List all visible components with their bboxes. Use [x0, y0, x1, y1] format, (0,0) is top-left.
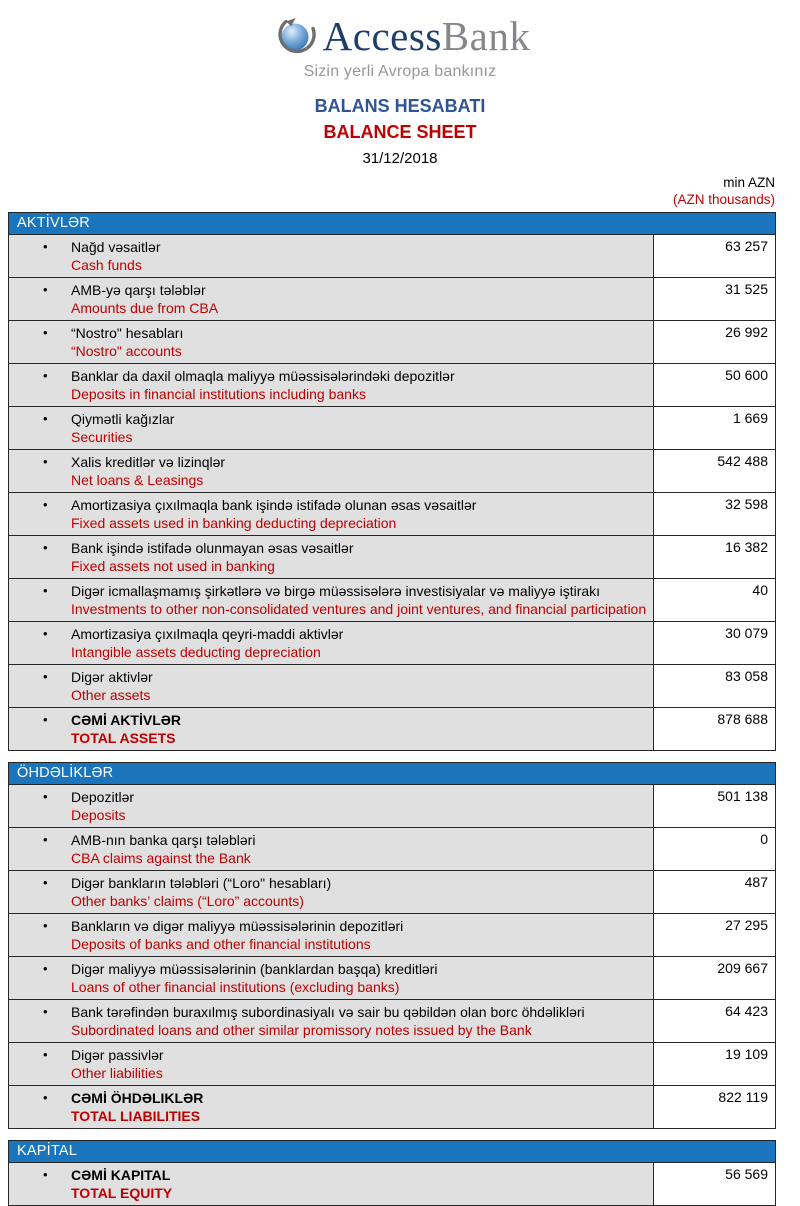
bullet-icon: • [43, 1090, 48, 1105]
bank-tagline: Sizin yerli Avropa bankınız [303, 63, 497, 80]
table-row [9, 664, 775, 707]
bullet-icon: • [43, 411, 48, 426]
section-aktivler [8, 212, 776, 751]
row-value: 26 992 [653, 321, 775, 363]
row-value: 63 257 [653, 235, 775, 277]
table-row [9, 535, 775, 578]
row-label-texts [71, 666, 649, 704]
bullet-icon: • [43, 239, 48, 254]
bullet-icon: • [43, 282, 48, 297]
row-label-az: Digər maliyyə müəssisələrinin (banklardan başqa) kreditləri [71, 961, 438, 977]
row-label-en: Securities [71, 429, 133, 445]
section-header-kapital: KAPİTAL [9, 1141, 775, 1162]
row-label-texts [71, 623, 649, 661]
row-value: 50 600 [653, 364, 775, 406]
row-label-texts [71, 1164, 649, 1202]
row-label [9, 665, 653, 707]
bullet-icon: • [43, 712, 48, 727]
row-label-texts [71, 494, 649, 532]
table-row [9, 406, 775, 449]
row-label [9, 364, 653, 406]
row-value: 0 [653, 828, 775, 870]
row-label-texts [71, 872, 649, 910]
row-label [9, 957, 653, 999]
row-label-texts [71, 1087, 649, 1125]
bullet-icon: • [43, 875, 48, 890]
row-label-texts [71, 786, 649, 824]
table-row [9, 449, 775, 492]
row-label-en: Net loans & Leasings [71, 472, 204, 488]
row-label-texts [71, 958, 649, 996]
table-row [9, 578, 775, 621]
row-label [9, 708, 653, 750]
page-title-en: BALANCE SHEET [323, 122, 477, 142]
bullet-icon: • [43, 832, 48, 847]
row-value: 40 [653, 579, 775, 621]
bullet-icon: • [43, 669, 48, 684]
row-label-az: Qiymətli kağızlar [71, 411, 175, 427]
bullet-icon: • [43, 540, 48, 555]
bullet-icon: • [43, 325, 48, 340]
row-label-texts [71, 537, 649, 575]
row-value: 542 488 [653, 450, 775, 492]
row-value: 878 688 [653, 708, 775, 750]
row-label-texts [71, 451, 649, 489]
row-label-az: Depozitlər [71, 789, 135, 805]
table-row [9, 784, 775, 827]
row-label-en: TOTAL LIABILITIES [71, 1108, 201, 1124]
table-row [9, 1162, 775, 1205]
row-label-en: “Nostro" accounts [71, 343, 182, 359]
row-label-texts [71, 279, 649, 317]
row-label-en: Investments to other non-consolidated ventures and joint ventures, and financial participation [71, 601, 647, 617]
row-value: 30 079 [653, 622, 775, 664]
row-label-en: Fixed assets used in banking deducting depreciation [71, 515, 397, 531]
table-row [9, 707, 775, 750]
row-label-en: CBA claims against the Bank [71, 850, 251, 866]
row-label-az: Nağd vəsaitlər [71, 239, 161, 255]
row-label [9, 622, 653, 664]
sections [8, 212, 776, 1206]
bullet-icon: • [43, 583, 48, 598]
row-label [9, 828, 653, 870]
table-row [9, 363, 775, 406]
row-label-az: “Nostro" hesabları [71, 325, 184, 341]
row-label-texts [71, 322, 649, 360]
row-label-az: Xalis kreditlər və lizinqlər [71, 454, 226, 470]
bullet-icon: • [43, 1167, 48, 1182]
row-value: 56 569 [653, 1163, 775, 1205]
row-label [9, 1163, 653, 1205]
table-row [9, 621, 775, 664]
report-date: 31/12/2018 [362, 150, 438, 167]
row-label-az: AMB-nın banka qarşı tələbləri [71, 832, 256, 848]
row-label-texts [71, 580, 649, 618]
row-label-az: CƏMİ ÖHDƏLIKLƏR [71, 1090, 204, 1106]
row-label-az: AMB-yə qarşı tələblər [71, 282, 206, 298]
row-label [9, 450, 653, 492]
table-row [9, 913, 775, 956]
row-label [9, 1086, 653, 1128]
row-label-az: CƏMİ AKTİVLƏR [71, 712, 182, 728]
row-label-texts [71, 709, 649, 747]
section-kapital [8, 1140, 776, 1206]
logo-access-text: Access [322, 12, 442, 59]
row-value: 1 669 [653, 407, 775, 449]
unit-label-az: min AZN [723, 175, 775, 190]
row-label [9, 871, 653, 913]
row-label-en: Deposits in financial institutions including banks [71, 386, 366, 402]
row-label [9, 579, 653, 621]
row-label-az: Digər bankların tələbləri (“Loro" hesabları) [71, 875, 332, 891]
bullet-icon: • [43, 961, 48, 976]
row-label [9, 278, 653, 320]
table-row [9, 827, 775, 870]
bullet-icon: • [43, 368, 48, 383]
row-label-texts [71, 1001, 649, 1039]
row-label-en: Other assets [71, 687, 151, 703]
row-label-texts [71, 1044, 649, 1082]
table-row [9, 320, 775, 363]
row-label-texts [71, 236, 649, 274]
table-row [9, 870, 775, 913]
row-label-texts [71, 365, 649, 403]
bullet-icon: • [43, 1047, 48, 1062]
table-row [9, 492, 775, 535]
bank-logo [0, 10, 800, 62]
bullet-icon: • [43, 497, 48, 512]
unit-label-en: (AZN thousands) [672, 192, 775, 207]
row-label [9, 1000, 653, 1042]
table-row [9, 956, 775, 999]
table-row [9, 999, 775, 1042]
row-label-en: Other banks’ claims (“Loro” accounts) [71, 893, 304, 909]
row-value: 501 138 [653, 785, 775, 827]
bullet-icon: • [43, 789, 48, 804]
row-label-en: TOTAL ASSETS [71, 730, 176, 746]
row-label-en: Intangible assets deducting depreciation [71, 644, 321, 660]
bullet-icon: • [43, 626, 48, 641]
row-label-texts [71, 915, 649, 953]
row-label [9, 321, 653, 363]
bullet-icon: • [43, 918, 48, 933]
row-value: 822 119 [653, 1086, 775, 1128]
row-label-az: Bankların və digər maliyyə müəssisələrinin depozitləri [71, 918, 404, 934]
row-label-en: Fixed assets not used in banking [71, 558, 275, 574]
table-row [9, 1085, 775, 1128]
table-row [9, 277, 775, 320]
table-row [9, 234, 775, 277]
row-label-en: Other liabilities [71, 1065, 163, 1081]
logo-bank-text: Bank [441, 12, 531, 59]
row-label-az: Amortizasiya çıxılmaqla qeyri-maddi aktivlər [71, 626, 344, 642]
row-label [9, 235, 653, 277]
row-label-en: Deposits of banks and other financial institutions [71, 936, 371, 952]
row-label-texts [71, 408, 649, 446]
row-label [9, 914, 653, 956]
section-ohdelikler [8, 762, 776, 1129]
row-label-az: Digər aktivlər [71, 669, 153, 685]
bullet-icon: • [43, 454, 48, 469]
bank-logo-text [322, 12, 531, 59]
row-label-en: Subordinated loans and other similar promissory notes issued by the Bank [71, 1022, 532, 1038]
row-label-az: CƏMİ KAPITAL [71, 1167, 171, 1183]
row-label-az: Digər passivlər [71, 1047, 164, 1063]
row-value: 16 382 [653, 536, 775, 578]
unit-labels [0, 174, 800, 208]
row-value: 32 598 [653, 493, 775, 535]
row-label [9, 785, 653, 827]
table-row [9, 1042, 775, 1085]
row-value: 209 667 [653, 957, 775, 999]
row-label [9, 1043, 653, 1085]
page-title-az: BALANS HESABATI [314, 96, 486, 116]
row-label-az: Digər icmallaşmamış şirkətlərə və birgə müəssisələrə investisiyalar və maliyyə iştirakı [71, 583, 601, 599]
bullet-icon: • [43, 1004, 48, 1019]
row-value: 31 525 [653, 278, 775, 320]
row-value: 83 058 [653, 665, 775, 707]
row-value: 27 295 [653, 914, 775, 956]
globe-logo-icon [270, 12, 318, 60]
row-label-az: Banklar da daxil olmaqla maliyyə müəssisələrindəki depozitlər [71, 368, 455, 384]
row-label [9, 407, 653, 449]
row-label-en: Deposits [71, 807, 126, 823]
section-header-ohdelikler: ÖHDƏLİKLƏR [9, 763, 775, 784]
row-label [9, 536, 653, 578]
section-header-aktivler: AKTİVLƏR [9, 213, 775, 234]
document-header [0, 0, 800, 167]
row-value: 19 109 [653, 1043, 775, 1085]
row-label-az: Bank işində istifadə olunmayan əsas vəsaitlər [71, 540, 354, 556]
row-label-en: TOTAL EQUITY [71, 1185, 173, 1201]
row-label-en: Cash funds [71, 257, 142, 273]
row-label [9, 493, 653, 535]
row-label-az: Bank tərəfindən buraxılmış subordinasiyalı və sair bu qəbildən olan borc öhdəlikləri [71, 1004, 585, 1020]
row-label-texts [71, 829, 649, 867]
row-label-en: Amounts due from CBA [71, 300, 219, 316]
row-value: 64 423 [653, 1000, 775, 1042]
row-value: 487 [653, 871, 775, 913]
row-label-az: Amortizasiya çıxılmaqla bank işində istifadə olunan əsas vəsaitlər [71, 497, 477, 513]
row-label-en: Loans of other financial institutions (excluding banks) [71, 979, 400, 995]
